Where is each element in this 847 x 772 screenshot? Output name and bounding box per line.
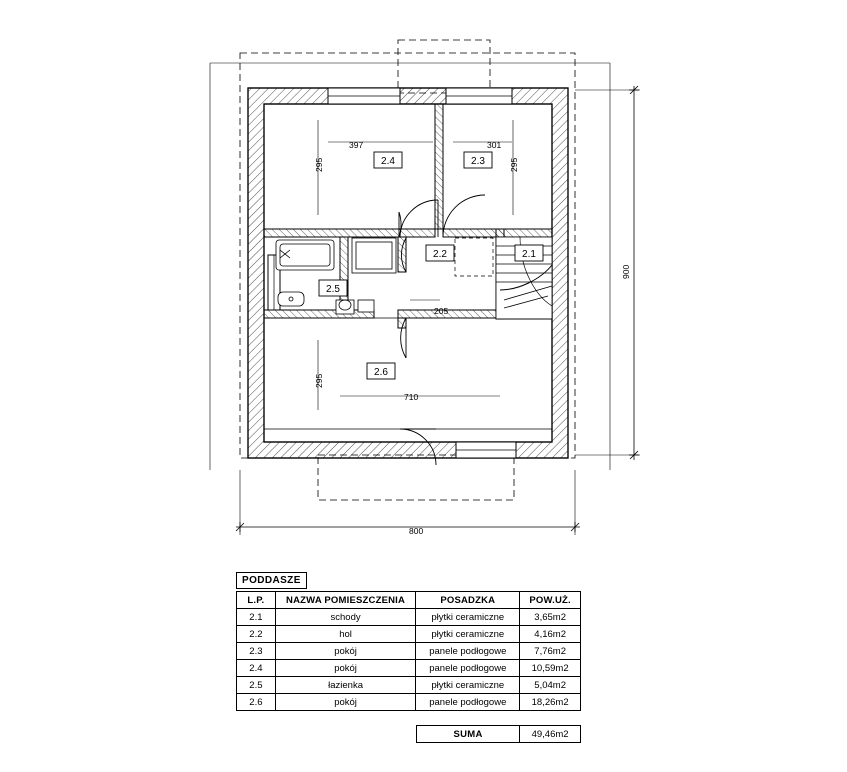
dim-205: 205	[434, 306, 449, 316]
cell-name: pokój	[275, 660, 415, 677]
svg-text:2.6: 2.6	[374, 367, 388, 378]
table-row	[237, 694, 581, 711]
sum-label: SUMA	[417, 726, 520, 743]
dim-900: 900	[621, 264, 631, 279]
cell-floor: płytki ceramiczne	[416, 626, 520, 643]
cell-lp: 2.4	[237, 660, 276, 677]
header-name: NAZWA POMIESZCZENIA	[275, 592, 415, 609]
cell-area: 4,16m2	[520, 626, 581, 643]
cell-area: 5,04m2	[520, 677, 581, 694]
cell-floor: panele podłogowe	[416, 643, 520, 660]
cell-name: pokój	[275, 643, 415, 660]
cell-name: łazienka	[275, 677, 415, 694]
cell-name: pokój	[275, 694, 415, 711]
cell-floor: płytki ceramiczne	[416, 677, 520, 694]
dim-800: 800	[409, 526, 424, 536]
room-tag-2-2	[426, 245, 454, 261]
svg-text:2.3: 2.3	[471, 156, 485, 167]
dimension-labels	[314, 140, 631, 536]
cell-floor: płytki ceramiczne	[416, 609, 520, 626]
cell-name: hol	[275, 626, 415, 643]
dim-710: 710	[404, 392, 419, 402]
cell-lp: 2.5	[237, 677, 276, 694]
cell-floor: panele podłogowe	[416, 660, 520, 677]
sum-table	[416, 725, 581, 743]
sum-value: 49,46m2	[520, 726, 581, 743]
room-tag-2-1	[515, 245, 543, 261]
svg-text:2.2: 2.2	[433, 249, 447, 260]
cell-area: 7,76m2	[520, 643, 581, 660]
svg-text:2.1: 2.1	[522, 249, 536, 260]
svg-text:2.5: 2.5	[326, 284, 340, 295]
cell-floor: panele podłogowe	[416, 694, 520, 711]
table-row	[237, 660, 581, 677]
dim-295-bottom: 295	[314, 373, 324, 388]
header-area: POW.UŻ.	[520, 592, 581, 609]
cell-lp: 2.1	[237, 609, 276, 626]
cell-lp: 2.3	[237, 643, 276, 660]
cell-area: 10,59m2	[520, 660, 581, 677]
header-lp: L.P.	[237, 592, 276, 609]
svg-text:2.4: 2.4	[381, 156, 395, 167]
sum-row	[417, 726, 581, 743]
dim-301: 301	[487, 140, 502, 150]
room-tag-2-3	[464, 152, 492, 168]
cell-area: 3,65m2	[520, 609, 581, 626]
closet-dashed	[455, 238, 493, 276]
cell-lp: 2.2	[237, 626, 276, 643]
table-row	[237, 643, 581, 660]
cell-name: schody	[275, 609, 415, 626]
dim-295-left: 295	[314, 157, 324, 172]
room-schedule-table	[236, 591, 581, 711]
cell-lp: 2.6	[237, 694, 276, 711]
table-row	[237, 609, 581, 626]
bathroom-fixtures	[276, 238, 396, 314]
room-tag-2-4	[374, 152, 402, 168]
dim-295-right: 295	[509, 157, 519, 172]
dim-397: 397	[349, 140, 364, 150]
table-header-row	[237, 592, 581, 609]
room-tag-2-5	[319, 280, 347, 296]
room-tag-2-6	[367, 363, 395, 379]
table-row	[237, 626, 581, 643]
room-schedule	[236, 570, 581, 743]
header-floor: POSADZKA	[416, 592, 520, 609]
table-row	[237, 677, 581, 694]
cell-area: 18,26m2	[520, 694, 581, 711]
schedule-title: PODDASZE	[236, 572, 307, 589]
